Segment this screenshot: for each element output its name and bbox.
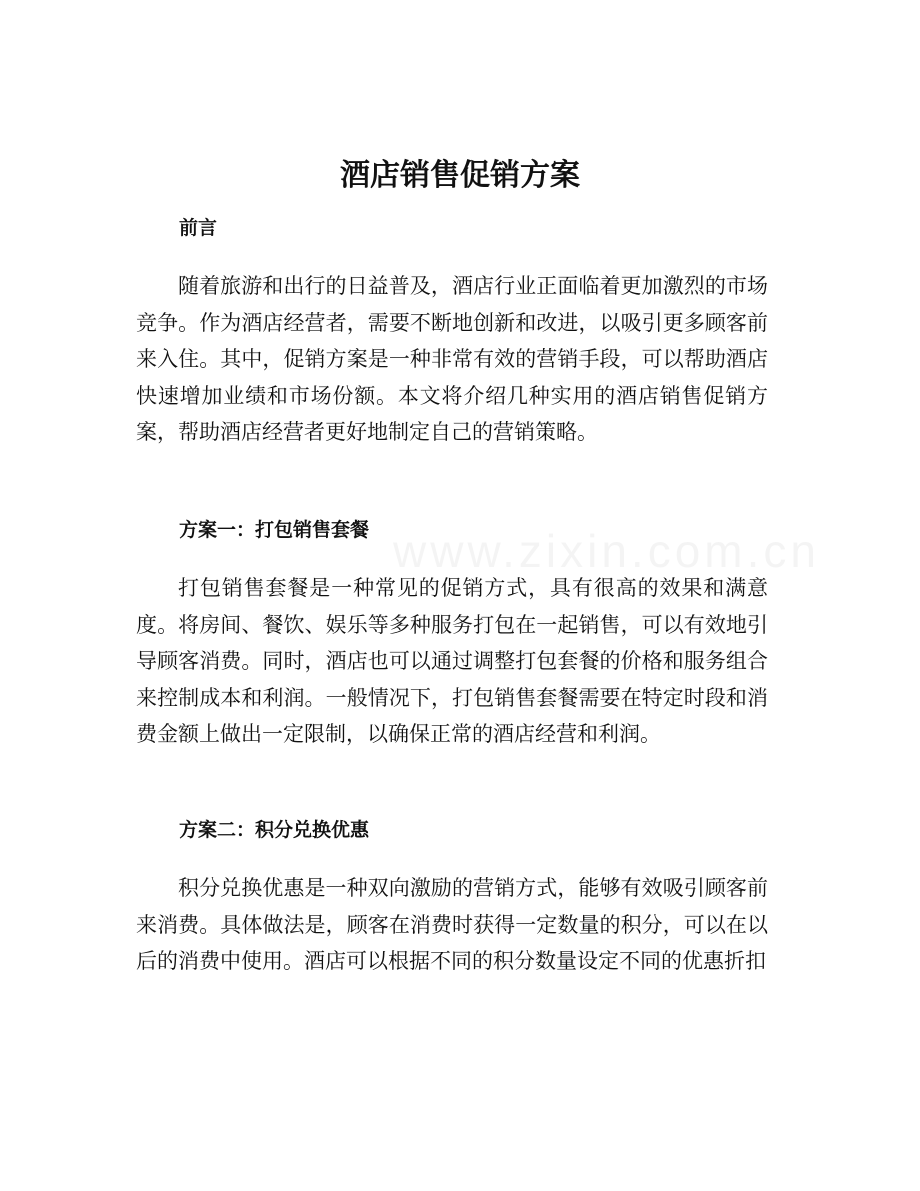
section-heading-plan-one: 方案一：打包销售套餐	[179, 519, 370, 541]
section-paragraph-preface: 随着旅游和出行的日益普及，酒店行业正面临着更加激烈的市场竞争。作为酒店经营者，需要不断地创新和改进，以吸引更多顾客前来入住。其中，促销方案是一种非常有效的营销手段，可以帮助酒店快速增加业绩和市场份额。本文将介绍几种实用的酒店销售促销方案，帮助酒店经营者更好地制定自己的营销策略。	[136, 274, 768, 444]
section-heading-preface: 前言	[179, 217, 218, 239]
document-title: 酒店销售促销方案	[340, 158, 580, 193]
section-heading-plan-two: 方案二：积分兑换优惠	[179, 819, 370, 841]
section-paragraph-plan-two: 积分兑换优惠是一种双向激励的营销方式，能够有效吸引顾客前来消费。具体做法是，顾客在消费时获得一定数量的积分，可以在以后的消费中使用。酒店可以根据不同的积分数量设定不同的优惠折扣	[136, 876, 768, 973]
section-paragraph-plan-one: 打包销售套餐是一种常见的促销方式，具有很高的效果和满意度。将房间、餐饮、娱乐等多种服务打包在一起销售，可以有效地引导顾客消费。同时，酒店也可以通过调整打包套餐的价格和服务组合来控制成本和利润。一般情况下，打包销售套餐需要在特定时段和消费金额上做出一定限制，以确保正常的酒店经营和利润。	[136, 576, 768, 746]
